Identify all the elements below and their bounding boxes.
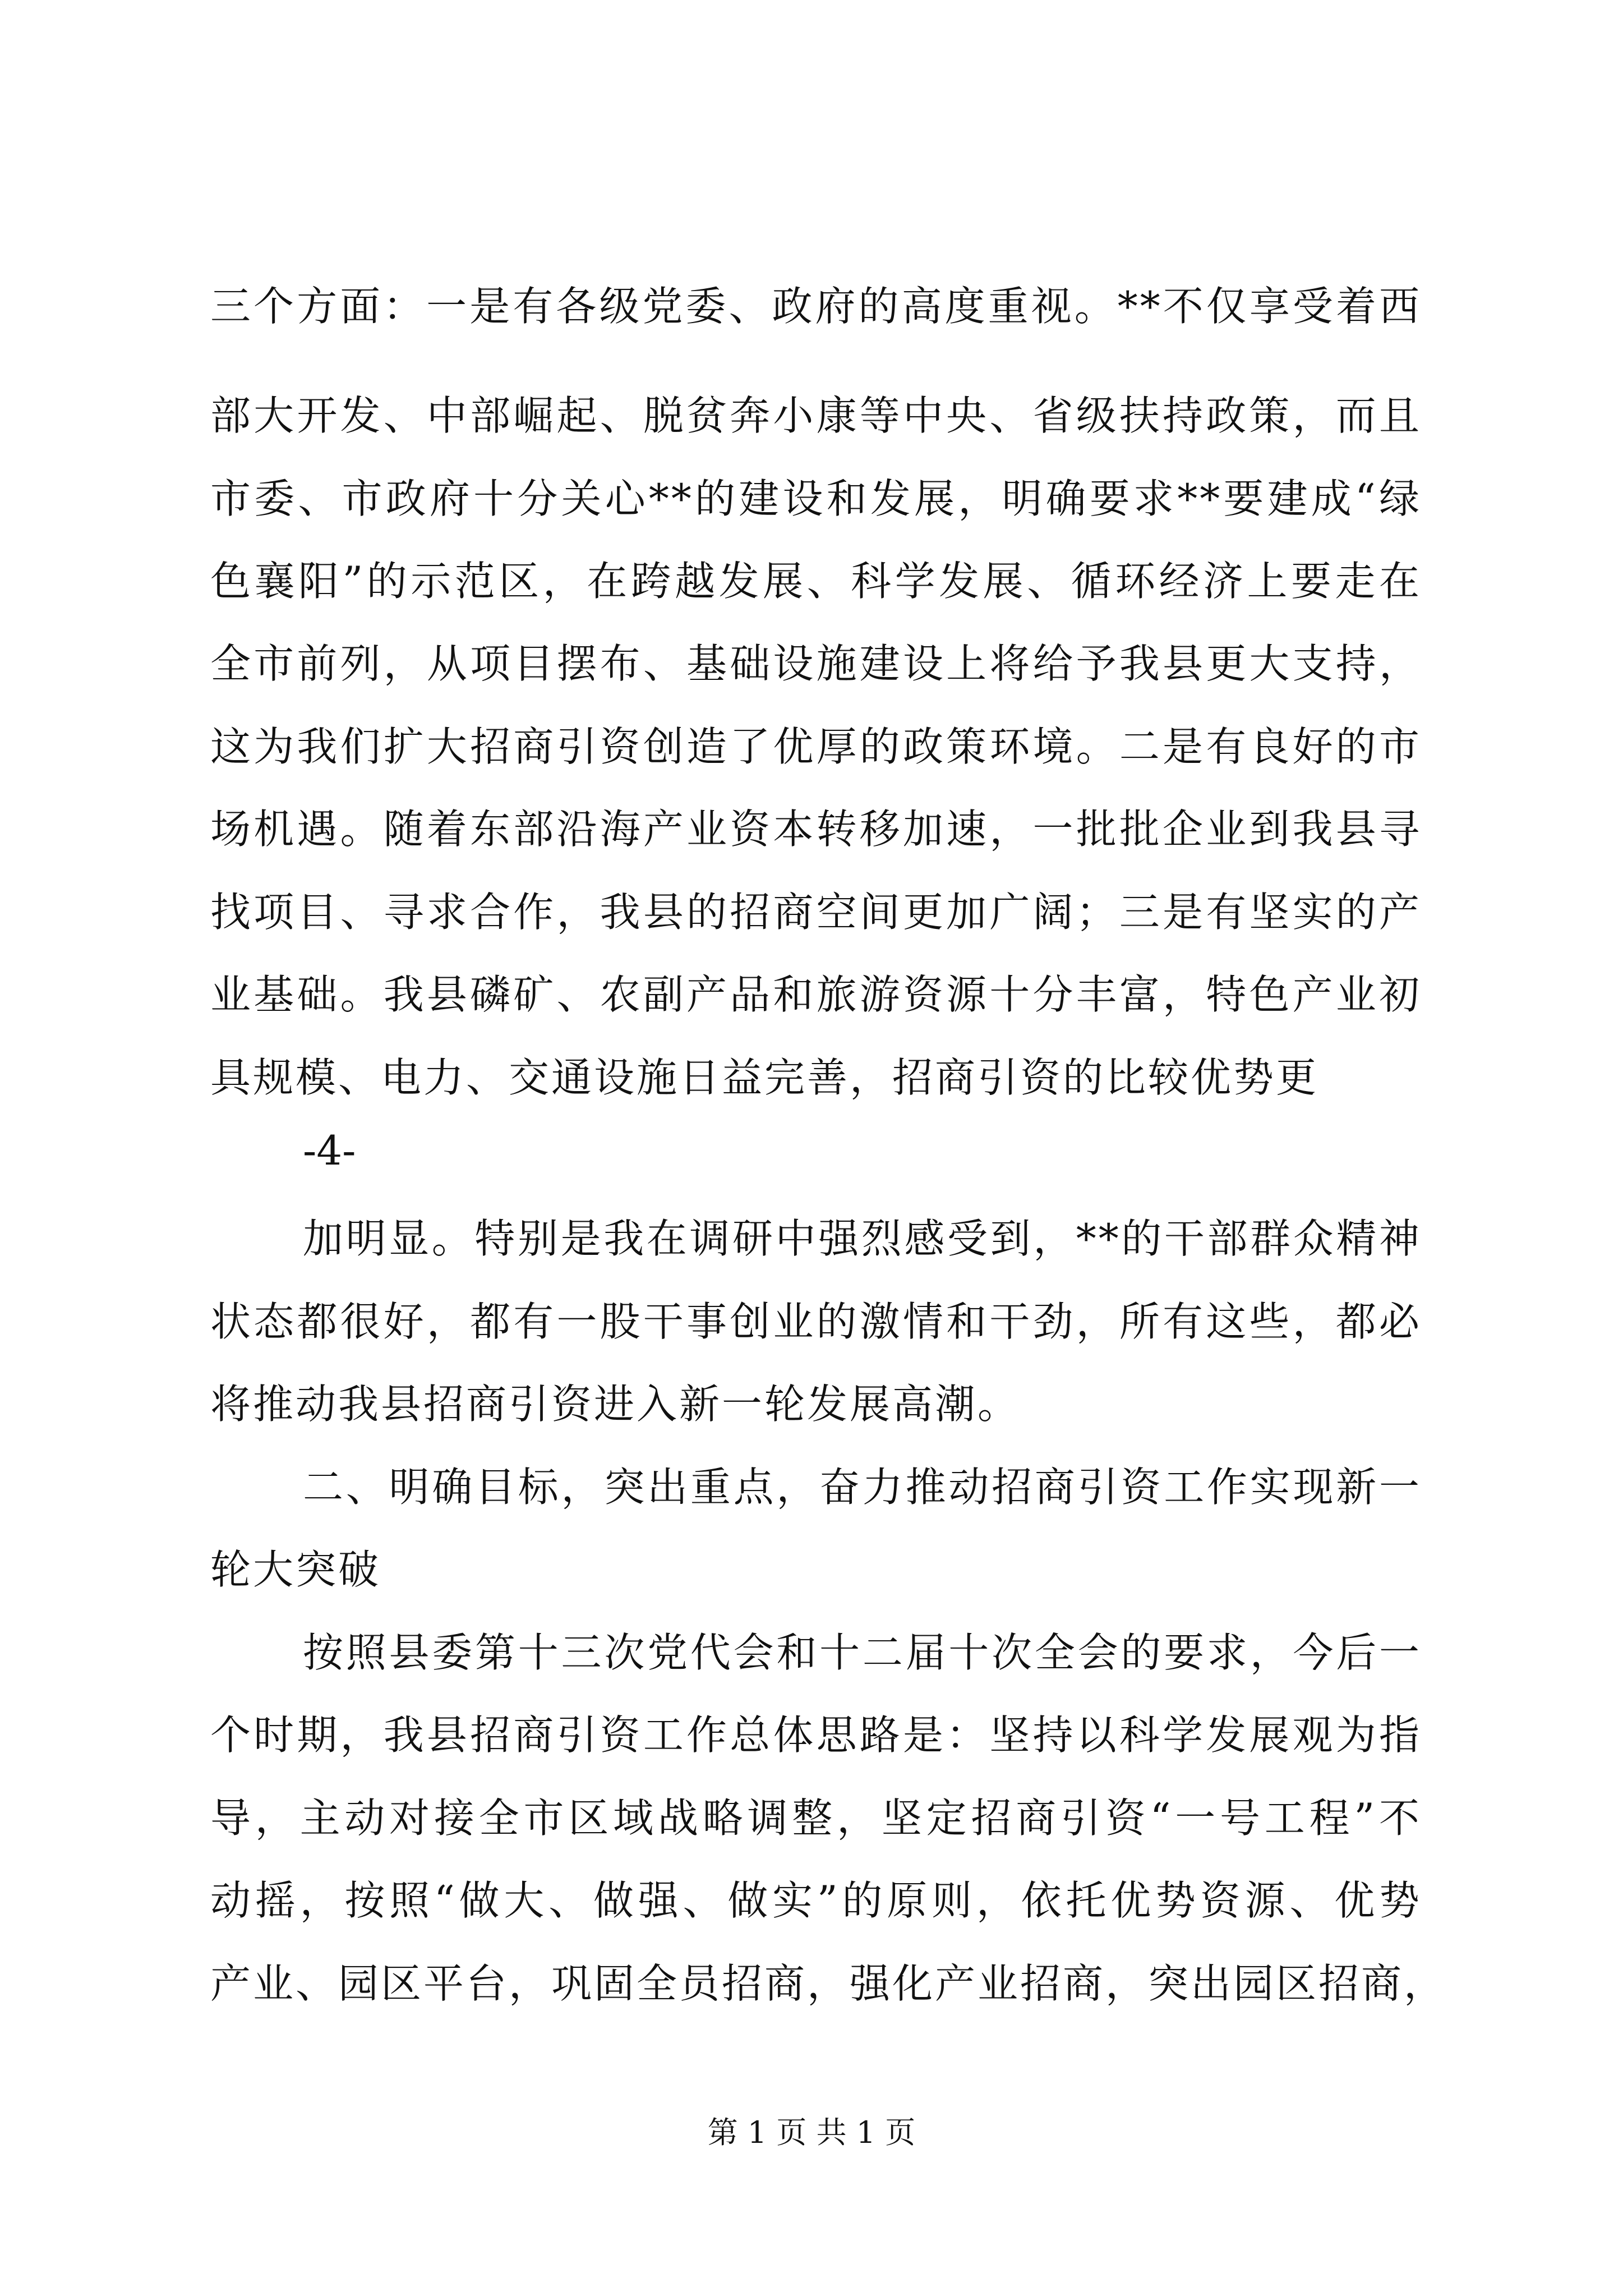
text-line: 将推动我县招商引资进入新一轮发展高潮。	[210, 1381, 1021, 1428]
text-line: 找项目、寻求合作，我县的招商空间更加广阔；三是有坚实的产	[210, 889, 1422, 936]
section-heading: 二、明确目标，突出重点，奋力推动招商引资工作实现新一	[303, 1464, 1422, 1511]
text-line: 业基础。我县磷矿、农副产品和旅游资源十分丰富，特色产业初	[210, 971, 1422, 1018]
text-line: 动摇，按照“做大、做强、做实”的原则，依托优势资源、优势	[210, 1877, 1422, 1924]
text-line: 色襄阳”的示范区，在跨越发展、科学发展、循环经济上要走在	[210, 558, 1422, 605]
text-line: 产业、园区平台，巩固全员招商，强化产业招商，突出园区招商，	[210, 1960, 1447, 2007]
text-line: 具规模、电力、交通设施日益完善，招商引资的比较优势更	[210, 1054, 1319, 1101]
text-line: 加明显。特别是我在调研中强烈感受到，**的干部群众精神	[303, 1215, 1422, 1262]
text-line: 市委、市政府十分关心**的建设和发展，明确要求**要建成“绿	[210, 475, 1422, 522]
page-footer: 第 1 页 共 1 页	[707, 2115, 916, 2150]
text-line: 这为我们扩大招商引资创造了优厚的政策环境。二是有良好的市	[210, 723, 1422, 770]
text-line: 三个方面：一是有各级党委、政府的高度重视。**不仅享受着西	[210, 283, 1422, 330]
text-line: 状态都很好，都有一股干事创业的激情和干劲，所有这些，都必	[210, 1298, 1422, 1345]
page-marker: -4-	[303, 1127, 356, 1174]
text-line: 按照县委第十三次党代会和十二届十次全会的要求，今后一	[303, 1629, 1422, 1676]
text-line: 全市前列，从项目摆布、基础设施建设上将给予我县更大支持，	[210, 640, 1422, 687]
text-line: 导，主动对接全市区域战略调整，坚定招商引资“一号工程”不	[210, 1795, 1422, 1842]
text-line: 个时期，我县招商引资工作总体思路是：坚持以科学发展观为指	[210, 1711, 1422, 1759]
text-line: 场机遇。随着东部沿海产业资本转移加速，一批批企业到我县寻	[210, 806, 1422, 853]
section-heading: 轮大突破	[210, 1546, 381, 1593]
text-line: 部大开发、中部崛起、脱贫奔小康等中央、省级扶持政策，而且	[210, 392, 1422, 439]
